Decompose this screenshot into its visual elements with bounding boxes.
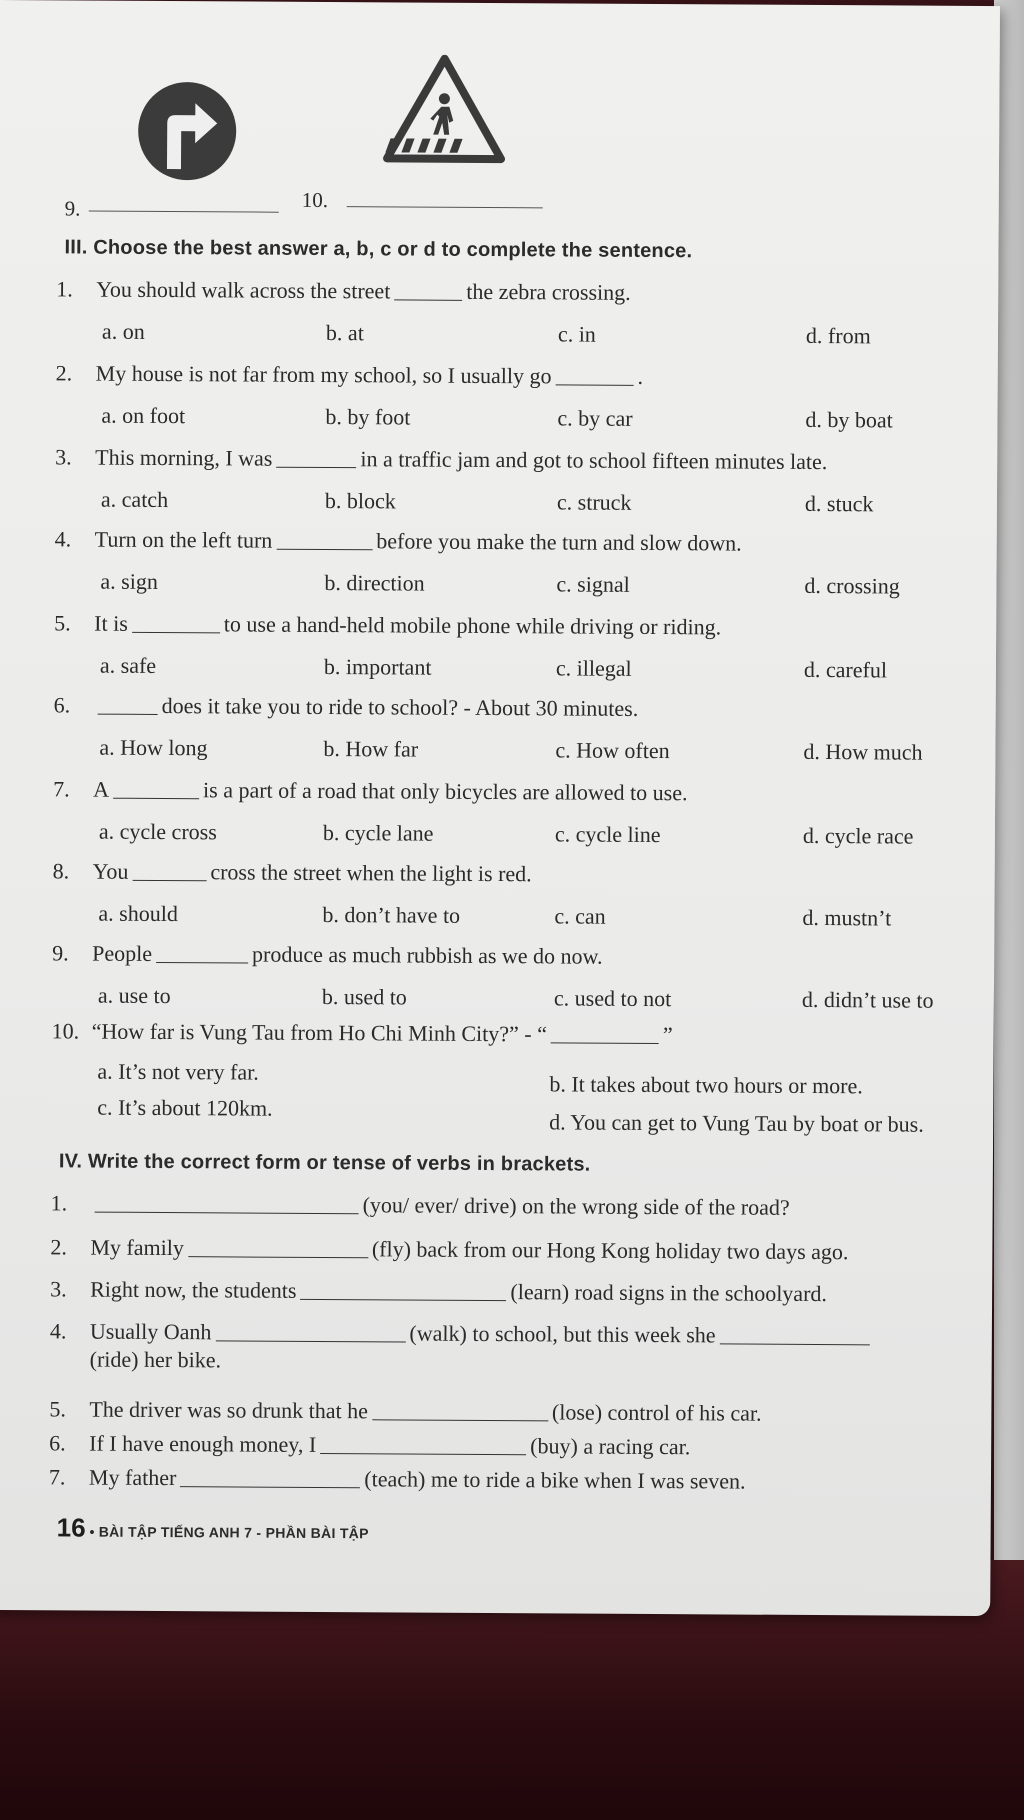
option-b[interactable]: b. cycle lane — [322, 819, 434, 846]
answer-blank[interactable] — [556, 366, 634, 385]
question-number: 4. — [54, 526, 72, 552]
sign-item-9-label: 9. — [64, 196, 81, 221]
item-text-post: (fly) back from our Hong Kong holiday two days ago. — [371, 1236, 849, 1265]
turn-right-sign-icon — [137, 81, 238, 182]
option-b[interactable]: b. don’t have to — [322, 901, 461, 928]
option-d[interactable]: d. You can get to Vung Tau by boat or bus. — [549, 1109, 924, 1137]
answer-blank[interactable] — [156, 944, 248, 964]
answer-blank[interactable] — [180, 1468, 360, 1488]
question-text-pre: Turn on the left turn — [94, 526, 273, 553]
answer-blank[interactable] — [95, 1194, 359, 1215]
item-number: 1. — [50, 1190, 68, 1216]
sign-item-9-blank — [89, 211, 279, 213]
verb-item-1 — [51, 1190, 790, 1221]
verb-item-7 — [49, 1464, 746, 1494]
question-text-post: the zebra crossing. — [466, 278, 631, 305]
question-text-pre: It is — [94, 610, 128, 636]
option-b[interactable]: b. important — [323, 653, 432, 680]
option-d[interactable]: d. careful — [803, 656, 888, 683]
question-2 — [56, 360, 644, 390]
option-b[interactable]: b. by foot — [325, 403, 411, 430]
question-text-pre: You — [92, 858, 129, 884]
option-c[interactable]: c. How often — [555, 737, 670, 764]
question-text-post: ” — [662, 1022, 673, 1048]
option-c[interactable]: c. signal — [556, 571, 630, 597]
question-4 — [55, 526, 742, 556]
pedestrian-crossing-sign-icon — [383, 54, 506, 165]
item-text-post: (walk) to school, but this week she — [409, 1320, 716, 1348]
item-number: 6. — [49, 1430, 66, 1456]
item-text-pre: The driver was so drunk that he — [89, 1396, 369, 1424]
question-text-pre: People — [92, 940, 153, 966]
question-text-pre: My house is not far from my school, so I usually go — [95, 360, 552, 389]
option-d[interactable]: d. didn’t use to — [801, 986, 934, 1013]
option-a[interactable]: a. How long — [99, 734, 208, 761]
option-b[interactable]: b. used to — [321, 983, 407, 1010]
question-text-pre: This morning, I was — [95, 444, 273, 471]
option-c[interactable]: c. struck — [556, 489, 632, 515]
question-8 — [53, 858, 532, 887]
option-d[interactable]: d. How much — [803, 738, 923, 765]
item-number: 7. — [48, 1464, 66, 1490]
option-c[interactable]: c. used to not — [553, 985, 672, 1012]
question-text-pre: “How far is Vung Tau from Ho Chi Minh City?” - “ — [91, 1018, 547, 1047]
item-text-post: (buy) a racing car. — [530, 1433, 691, 1460]
item-text-pre: Right now, the students — [90, 1276, 297, 1303]
question-number: 9. — [52, 940, 69, 966]
option-a[interactable]: a. should — [98, 900, 178, 927]
option-d[interactable]: d. mustn’t — [802, 904, 892, 931]
question-number: 1. — [56, 276, 73, 302]
option-d[interactable]: d. crossing — [804, 572, 900, 599]
question-number: 10. — [51, 1018, 80, 1044]
option-d[interactable]: d. by boat — [805, 406, 893, 433]
verb-item-4-continuation: (ride) her bike. — [89, 1346, 222, 1373]
item-text-post: (you/ ever/ drive) on the wrong side of the road? — [362, 1192, 790, 1220]
section-4-heading: IV. Write the correct form or tense of verbs in brackets. — [58, 1150, 591, 1176]
item-text-pre: If I have enough money, I — [89, 1430, 317, 1457]
option-a[interactable]: a. on — [101, 318, 145, 344]
option-c[interactable]: c. can — [554, 903, 606, 929]
answer-blank[interactable] — [276, 449, 356, 468]
question-9 — [52, 940, 603, 969]
question-text-post: produce as much rubbish as we do now. — [251, 941, 603, 969]
item-text-post: (lose) control of his car. — [551, 1399, 762, 1426]
verb-item-2 — [50, 1234, 848, 1265]
item-text-pre: My father — [88, 1464, 177, 1491]
option-a[interactable]: a. catch — [100, 486, 169, 513]
option-c[interactable]: c. illegal — [555, 655, 632, 681]
item-number: 2. — [50, 1234, 67, 1260]
answer-blank[interactable] — [113, 780, 199, 800]
question-text-pre: A — [93, 776, 110, 802]
option-b[interactable]: b. It takes about two hours or more. — [549, 1071, 863, 1099]
page-number: 16 — [56, 1512, 86, 1543]
option-a[interactable]: a. on foot — [101, 402, 186, 429]
answer-blank[interactable] — [215, 1322, 405, 1342]
section-3-heading: III. Choose the best answer a, b, c or d to complete the sentence. — [64, 236, 693, 263]
option-a[interactable]: a. cycle cross — [98, 818, 217, 845]
question-1 — [56, 276, 631, 306]
option-b[interactable]: b. at — [325, 319, 364, 346]
question-number: 6. — [53, 692, 71, 718]
question-text-post: is a part of a road that only bicycles are allowed to use. — [202, 777, 688, 806]
item-text-pre: Usually Oanh — [89, 1318, 212, 1345]
option-d[interactable]: d. cycle race — [802, 822, 914, 849]
question-text-pre: You should walk across the street — [96, 276, 391, 304]
book-title: BÀI TẬP TIẾNG ANH 7 - PHẦN BÀI TẬP — [98, 1523, 369, 1542]
verb-item-6 — [49, 1430, 690, 1460]
option-c[interactable]: c. cycle line — [554, 821, 661, 848]
answer-blank[interactable] — [394, 281, 462, 300]
answer-blank-2[interactable] — [720, 1325, 870, 1345]
option-c[interactable]: c. by car — [557, 405, 633, 431]
question-text-post: . — [637, 363, 644, 389]
page-footer — [57, 1512, 369, 1545]
question-text-post: before you make the turn and slow down. — [376, 528, 742, 556]
item-number: 3. — [50, 1276, 67, 1302]
verb-item-3 — [50, 1276, 827, 1307]
answer-blank[interactable] — [188, 1238, 368, 1258]
question-10 — [52, 1018, 673, 1048]
question-6 — [54, 692, 639, 722]
footer-bullet: • — [89, 1523, 95, 1540]
answer-blank[interactable] — [132, 614, 220, 634]
item-number: 4. — [49, 1318, 67, 1344]
question-number: 3. — [55, 444, 72, 470]
question-number: 7. — [53, 776, 70, 802]
answer-blank[interactable] — [372, 1401, 548, 1421]
question-text-post: in a traffic jam and got to school fifteen minutes late. — [360, 446, 828, 475]
answer-blank[interactable] — [300, 1281, 506, 1301]
question-7 — [53, 776, 687, 806]
question-5 — [54, 610, 721, 640]
option-c[interactable]: c. It’s about 120km. — [97, 1094, 273, 1121]
sign-item-10-label: 10. — [301, 187, 329, 213]
answer-blank[interactable] — [98, 696, 158, 715]
option-d[interactable]: d. stuck — [804, 490, 874, 517]
option-b[interactable]: b. direction — [324, 569, 425, 596]
option-b[interactable]: b. block — [324, 487, 396, 514]
option-a[interactable]: a. It’s not very far. — [97, 1058, 259, 1085]
question-text-post: to use a hand-held mobile phone while driving or riding. — [223, 611, 722, 640]
item-text-post: (learn) road signs in the schoolyard. — [510, 1279, 828, 1307]
item-number: 5. — [49, 1396, 66, 1422]
item-text-post: (teach) me to ride a bike when I was seven. — [364, 1466, 746, 1494]
question-number: 5. — [54, 610, 71, 636]
option-a[interactable]: a. use to — [97, 982, 171, 1009]
question-number: 2. — [55, 360, 73, 386]
option-d[interactable]: d. from — [805, 322, 871, 349]
question-text-post: does it take you to ride to school? - About 30 minutes. — [161, 693, 639, 721]
verb-item-4 — [50, 1318, 874, 1349]
answer-blank[interactable] — [276, 531, 372, 551]
option-a[interactable]: a. sign — [100, 568, 158, 594]
option-c[interactable]: c. in — [557, 321, 596, 347]
item-text-pre: My family — [90, 1234, 184, 1261]
sign-item-10-blank — [347, 206, 543, 208]
answer-blank[interactable] — [320, 1435, 526, 1455]
question-number: 8. — [52, 858, 70, 884]
question-3 — [55, 444, 827, 475]
verb-item-5 — [49, 1396, 761, 1426]
option-a[interactable]: a. safe — [99, 652, 157, 678]
answer-blank[interactable] — [132, 862, 206, 881]
question-text-post: cross the street when the light is red. — [210, 859, 532, 887]
option-b[interactable]: b. How far — [323, 735, 419, 762]
answer-blank[interactable] — [551, 1024, 659, 1044]
